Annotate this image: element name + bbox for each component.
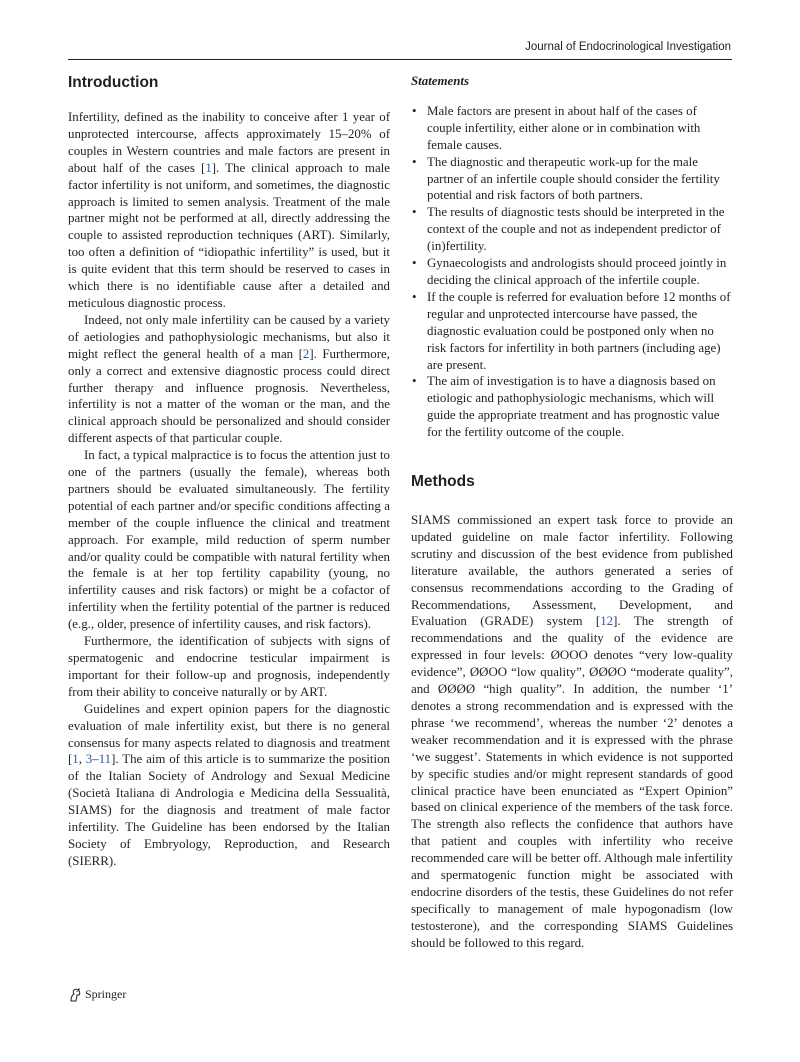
statement-item: • The results of diagnostic tests should be interpreted in the context of the couple and not as independent predictor of (in)fertility.: [411, 204, 733, 255]
introduction-body: [68, 109, 390, 870]
page-footer: [68, 987, 126, 1002]
publisher-name: Springer: [85, 987, 127, 1001]
citation-link[interactable]: 1: [205, 160, 212, 175]
header-rule: [68, 59, 732, 60]
citation-link[interactable]: 11: [98, 752, 112, 767]
left-column: [68, 70, 390, 870]
introduction-heading: Introduction: [68, 74, 159, 91]
intro-paragraph-2: Indeed, not only male infertility can be caused by a variety of aetiologies and pathophysiologic mechanisms, but also it might reflect the general health of a man [2]. Furthermore, only a correct and extensive diagnostic process could direct further therapy and influence prognosis. Nevertheless, infertility is not a matter of the woman or the man, and the clinical approach should be personalized and should consider different aspects of that particular couple.: [68, 312, 390, 446]
intro-paragraph-5: Guidelines and expert opinion papers for the diagnostic evaluation of male infertility exist, but there is no general consensus for many aspects related to diagnosis and treatment [1, 3–11]. The aim of this article is to summarize the position of the Italian Society of Andrology and Sexual Medicine (Società Italiana di Andrologia e Medicina della Sessualità, SIAMS) for the diagnosis and treatment of male factor infertility. The Guideline has been endorsed by the Italian Society of Embryology, Reproduction, and Research (SIERR).: [68, 701, 390, 868]
statement-item: • The diagnostic and therapeutic work-up for the male partner of an infertile couple should consider the fertility potential and risk factors of both partners.: [411, 154, 733, 205]
citation-link[interactable]: 12: [600, 614, 614, 629]
methods-heading: Methods: [411, 473, 475, 491]
citation-link[interactable]: 1: [72, 752, 79, 767]
right-column: [411, 70, 733, 952]
statement-item: • Male factors are present in about half of the cases of couple infertility, either alone or in combination with female causes.: [411, 103, 733, 154]
intro-paragraph-4: Furthermore, the identification of subjects with signs of spermatogenic and endocrine testicular impairment is important for their follow-up and prognosis, independently from their ability to conceive naturally or by ART.: [68, 634, 390, 699]
intro-paragraph-3: In fact, a typical malpractice is to focus the attention just to one of the partners (usually the female), whereas both partners should be evaluated simultaneously. The fertility potential of each partner and/or specific conditions affecting a member of the couple influence the clinical and treatment approach. For example, mild reduction of sperm number and/or quality could be compatible with natural fertility when the female is at her top fertility capability (young, no infertility causes and risk factors) or might be a cofactor of infertility when the fertility potential of the partner is reduced (e.g., older, presence of infertility causes, and risk factors).: [68, 448, 390, 632]
citation-link[interactable]: 3: [85, 752, 93, 767]
statement-item: • If the couple is referred for evaluation before 12 months of regular and unprotected intercourse have passed, the diagnostic evaluation could be postponed only when no risk factors for infertility in both partners (including age) are present.: [411, 289, 733, 374]
statements-heading: Statements: [411, 74, 470, 88]
methods-paragraph: SIAMS commissioned an expert task force to provide an updated guideline on male factor infertility. Following scrutiny and discussion of the best evidence from published literature available, the authors generated a series of consensus recommendations according to the Grading of Recommendations, Assessment, Development, and Evaluation (GRADE) system [12]. The strength of recommendations and the quality of the evidence are expressed in four levels: ØOOO denotes “very low-quality evidence”, ØØOO “low quality”, ØØØO “moderate quality”, and ØØØØ “high quality”. In addition, the number ‘1’ denotes a strong recommendation and is expressed with the phrase ‘we recommend’, whereas the number ‘2’ denotes a weaker recommendation and it is expressed with the phrase ‘we suggest’. Statements in which evidence is not supported by specific studies and/or might represent standards of good clinical practice have been enunciated as “Expert Opinion” based on clinical experience of the members of the task force. The strength also reflects the confidence that authors have that patient and couples with infertility who receive recommended care will be better off. Although male infertility and spermatogenic function might be associated with endocrine disorders of the testis, these Guidelines do not refer specifically to management of male hypogonadism (low testosterone), and the corresponding SIAMS Guidelines should be followed to this regard.: [411, 513, 733, 950]
statement-item: • The aim of investigation is to have a diagnosis based on etiologic and pathophysiologic mechanisms, which will guide the appropriate treatment and has prognostic value for the fertility outcome of the couple.: [411, 373, 733, 441]
running-head-journal: Journal of Endocrinological Investigation: [525, 41, 731, 53]
statement-item: • Gynaecologists and andrologists should proceed jointly in deciding the clinical approach of the infertile couple.: [411, 255, 733, 289]
citation-link[interactable]: 2: [302, 346, 310, 361]
springer-horse-icon: [68, 988, 81, 1002]
intro-paragraph-1: Infertility, defined as the inability to conceive after 1 year of unprotected intercourse, affects approximately 15–20% of couples in Western countries and male factors are present in about half of the cases [1]. The clinical approach to male factor infertility is not uniform, and sometimes, the diagnostic approach is limited to semen analysis. Treatment of the male partner might not be performed at all, directly addressing the couple to assisted reproduction techniques (ART). Similarly, too often a definition of “idiopathic infertility” is used, but it is quite evident that this term should be reserved to cases in which there is no identifiable cause after a detailed and meticulous diagnostic process.: [68, 110, 390, 310]
statements-list: [411, 103, 733, 441]
